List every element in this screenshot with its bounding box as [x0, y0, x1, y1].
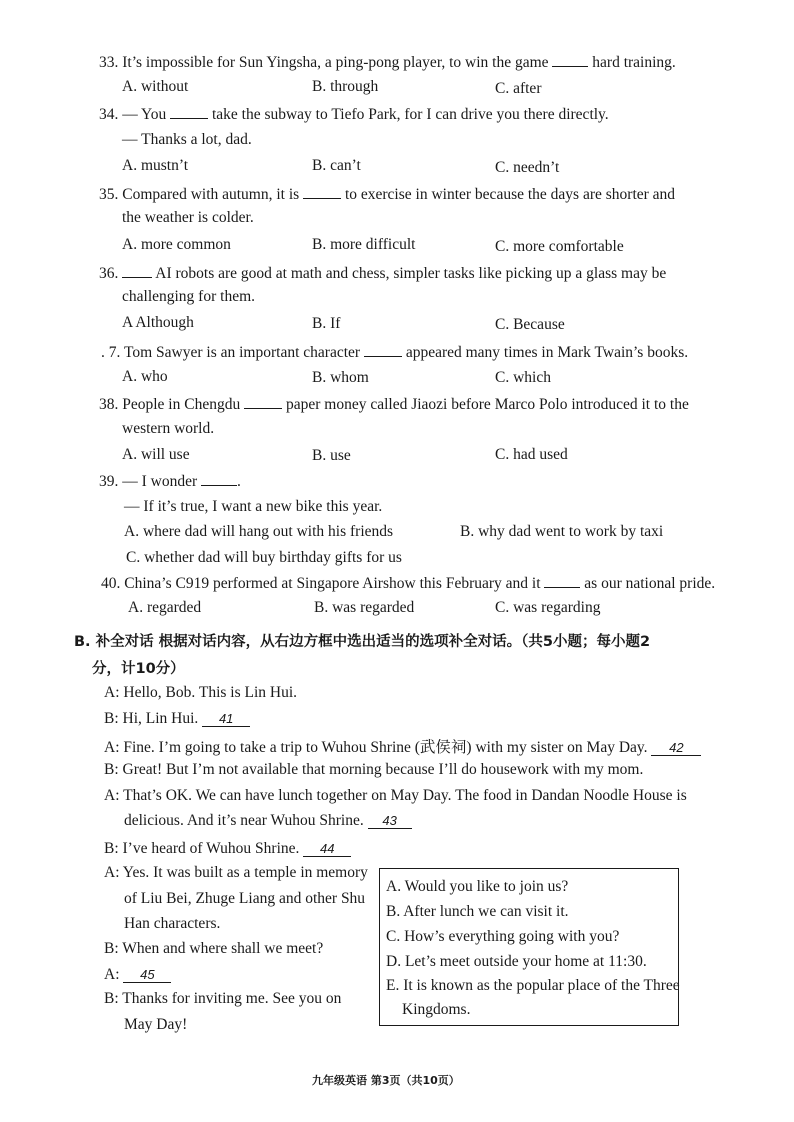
dialogue-line: B: Thanks for inviting me. See you on [104, 990, 342, 1007]
answer-blank[interactable] [364, 342, 402, 357]
dialogue-line [104, 840, 351, 858]
question-text-continued: challenging for them. [122, 288, 255, 305]
dialogue-line [124, 812, 412, 830]
option-b[interactable]: B. use [312, 447, 351, 464]
option-b[interactable]: B. whom [312, 369, 369, 386]
question-text: hard training. [592, 54, 676, 71]
question-text: — I wonder [122, 473, 198, 490]
option-b[interactable]: B. was regarded [314, 599, 415, 616]
question-33 [99, 52, 676, 72]
answer-blank[interactable] [303, 184, 341, 199]
option-a[interactable]: A. without [122, 78, 189, 95]
dialogue-line: A: Hello, Bob. This is Lin Hui. [104, 684, 298, 701]
answer-blank-43[interactable]: 43 [368, 813, 412, 829]
dialogue-reply: — If it’s true, I want a new bike this year. [124, 498, 383, 515]
dialogue-text: A: Fine. I’m going to take a trip to Wuhou Shrine (武侯祠) with my sister on May Day. [104, 739, 648, 756]
option-b[interactable]: B. through [312, 78, 379, 95]
question-text: . [237, 473, 241, 490]
question-text: take the subway to Tiefo Park, for I can drive you there directly. [211, 106, 609, 123]
options-box [379, 868, 679, 1026]
question-text-continued: the weather is colder. [122, 209, 254, 226]
answer-blank[interactable] [201, 471, 237, 486]
question-36 [99, 263, 666, 283]
option-a[interactable]: A Although [122, 314, 194, 331]
option-a[interactable]: A. who [122, 368, 168, 385]
question-number: 33. [99, 54, 119, 71]
box-option-a[interactable]: A. Would you like to join us? [386, 878, 569, 895]
dialogue-line [104, 710, 250, 728]
question-number: 39. [99, 473, 119, 490]
question-text: Compared with autumn, it is [122, 186, 300, 203]
dialogue-text: delicious. And it’s near Wuhou Shrine. [124, 812, 364, 829]
dialogue-line [104, 966, 171, 984]
question-text-continued: western world. [122, 420, 215, 437]
question-number: 36. [99, 265, 119, 282]
question-text: paper money called Jiaozi before Marco Polo introduced it to the [285, 396, 689, 413]
option-a[interactable]: A. regarded [128, 599, 202, 616]
question-text: — You [122, 106, 167, 123]
dialogue-line: B: Great! But I’m not available that morning because I’ll do housework with my mom. [104, 761, 644, 778]
option-a[interactable]: A. where dad will hang out with his friends [124, 523, 394, 540]
answer-blank[interactable] [244, 394, 282, 409]
dialogue-text: B: I’ve heard of Wuhou Shrine. [104, 840, 300, 857]
question-number: 35. [99, 186, 119, 203]
box-option-e[interactable]: E. It is known as the popular place of the Three [386, 977, 680, 994]
question-text: It’s impossible for Sun Yingsha, a ping-pong player, to win the game [122, 54, 549, 71]
option-a[interactable]: A. more common [122, 236, 231, 253]
option-c[interactable]: C. Because [495, 316, 565, 333]
option-c[interactable]: C. after [495, 80, 542, 97]
box-option-b[interactable]: B. After lunch we can visit it. [386, 903, 569, 920]
question-35 [99, 184, 675, 204]
option-b[interactable]: B. If [312, 315, 341, 332]
answer-blank[interactable] [170, 104, 208, 119]
question-text: appeared many times in Mark Twain’s books. [405, 344, 689, 361]
answer-blank[interactable] [544, 573, 580, 588]
dialogue-text: B: Hi, Lin Hui. [104, 710, 199, 727]
section-b-heading: B. 补全对话 根据对话内容，从右边方框中选出适当的选项补全对话。（共5小题；每小题2 [74, 634, 651, 650]
question-37 [101, 342, 688, 362]
box-option-c[interactable]: C. How’s everything going with you? [386, 928, 620, 945]
box-option-e-continued: Kingdoms. [402, 1001, 471, 1018]
option-b[interactable]: B. can’t [312, 157, 361, 174]
dialogue-line: B: When and where shall we meet? [104, 940, 324, 957]
question-text: People in Chengdu [122, 396, 241, 413]
option-a[interactable]: A. mustn’t [122, 157, 189, 174]
question-text: AI robots are good at math and chess, simpler tasks like picking up a glass may be [155, 265, 667, 282]
dialogue-line: May Day! [124, 1016, 188, 1033]
option-c[interactable]: C. was regarding [495, 599, 601, 616]
option-c[interactable]: C. had used [495, 446, 568, 463]
dialogue-line [104, 735, 701, 757]
dialogue-reply: — Thanks a lot, dad. [122, 131, 252, 148]
question-number: 34. [99, 106, 119, 123]
answer-blank-44[interactable]: 44 [303, 841, 351, 857]
option-c[interactable]: C. whether dad will buy birthday gifts for us [126, 549, 402, 566]
option-c[interactable]: C. needn’t [495, 159, 560, 176]
question-40 [101, 573, 715, 593]
answer-blank[interactable] [122, 263, 152, 278]
question-38 [99, 394, 689, 414]
question-number: . 7. [101, 344, 121, 361]
question-text: China’s C919 performed at Singapore Airshow this February and it [124, 575, 541, 592]
question-text: as our national pride. [584, 575, 716, 592]
box-option-d[interactable]: D. Let’s meet outside your home at 11:30. [386, 953, 647, 970]
page-footer: 九年级英语 第3页（共10页） [312, 1074, 460, 1087]
question-number: 38. [99, 396, 119, 413]
answer-blank-41[interactable]: 41 [202, 711, 250, 727]
question-text: to exercise in winter because the days are shorter and [344, 186, 676, 203]
dialogue-line: Han characters. [124, 915, 221, 932]
option-c[interactable]: C. which [495, 369, 551, 386]
question-text: Tom Sawyer is an important character [123, 344, 361, 361]
question-39 [99, 471, 241, 491]
section-b-heading-continued: 分，计10分） [92, 661, 185, 677]
dialogue-text: A: [104, 966, 120, 983]
answer-blank[interactable] [552, 52, 588, 67]
answer-blank-42[interactable]: 42 [651, 740, 701, 756]
dialogue-line: A: That’s OK. We can have lunch together on May Day. The food in Dandan Noodle House is [104, 787, 687, 804]
option-a[interactable]: A. will use [122, 446, 190, 463]
option-b[interactable]: B. why dad went to work by taxi [460, 523, 664, 540]
question-34 [99, 104, 609, 124]
option-b[interactable]: B. more difficult [312, 236, 416, 253]
dialogue-line: A: Yes. It was built as a temple in memory [104, 864, 368, 881]
option-c[interactable]: C. more comfortable [495, 238, 624, 255]
answer-blank-45[interactable]: 45 [123, 967, 171, 983]
question-number: 40. [101, 575, 121, 592]
dialogue-line: of Liu Bei, Zhuge Liang and other Shu [124, 890, 366, 907]
